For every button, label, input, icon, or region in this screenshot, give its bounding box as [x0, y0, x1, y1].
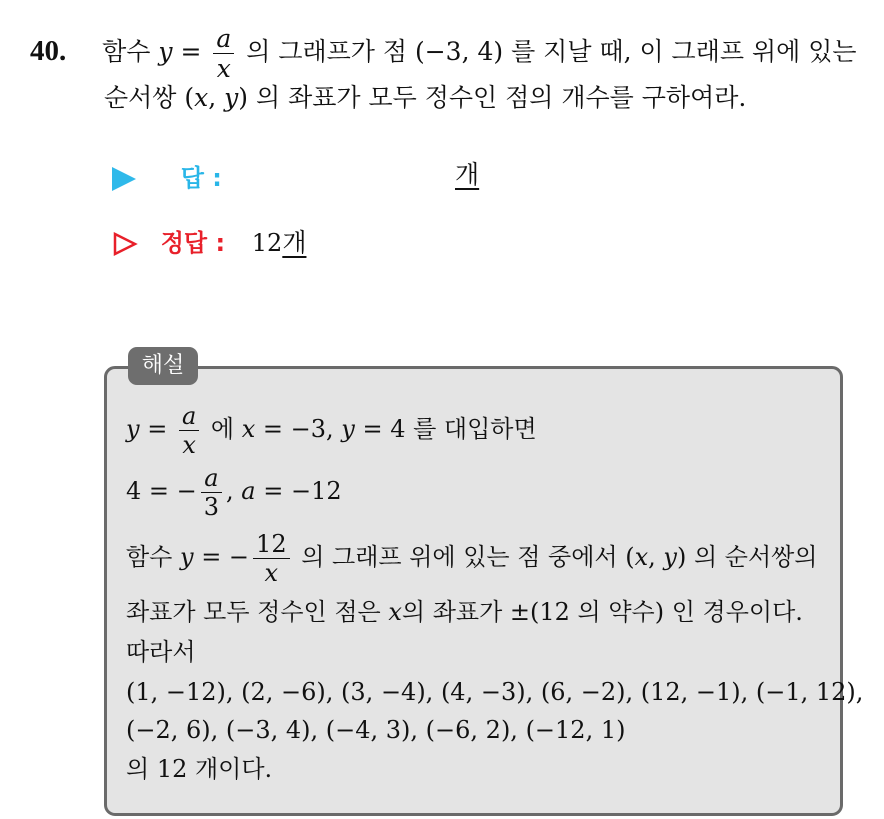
- solution-line-4: 좌표가 모두 정수인 점은 x의 좌표가 ±(12 의 약수) 인 경우이다.: [126, 598, 803, 626]
- correct-answer-label: 정답 :: [160, 229, 226, 257]
- solution-line-2: 4 = − $\frac{a}{3}$ , a = −12: [126, 464, 342, 521]
- answer-unit-box: [455, 155, 479, 191]
- solution-tag: 해설: [128, 347, 198, 385]
- answer-label: 답 :: [180, 164, 222, 192]
- solution-line-7: (−2, 6), (−3, 4), (−4, 3), (−6, 2), (−12, 1): [126, 716, 626, 744]
- question-fraction: $\frac{a}{x}$: [213, 26, 234, 81]
- play-arrow-outline-icon: [112, 231, 138, 257]
- solution-line-3: 함수 y = − $\frac{12}{x}$ 의 그래프 위에 있는 점 중에서 (x, y) 의 순서쌍의: [126, 530, 818, 587]
- correct-answer-unit: 개: [282, 228, 307, 257]
- question-line-1: 40. 함수 y = $\frac{a}{x}$ 의 그래프가 점 (−3, 4) 를 지날 때, 이 그래프 위에 있는: [30, 24, 857, 83]
- correct-answer-row: [112, 223, 306, 259]
- answer-unit: 개: [455, 160, 480, 189]
- solution-line-6: (1, −12), (2, −6), (3, −4), (4, −3), (6, −2), (12, −1), (−1, 12),: [126, 678, 864, 706]
- solution-line-8: 의 12 개이다.: [126, 755, 273, 783]
- question-number: 40.: [30, 35, 67, 67]
- correct-answer-value: 12: [251, 229, 283, 257]
- play-arrow-filled-icon: [112, 167, 136, 191]
- solution-line-5: 따라서: [126, 638, 196, 666]
- solution-line-1: y = $\frac{a}{x}$ 에 x = −3, y = 4 를 대입하면: [126, 402, 537, 459]
- question-line-2: 순서쌍 (x, y) 의 좌표가 모두 정수인 점의 개수를 구하여라.: [104, 83, 747, 112]
- answer-row: [112, 158, 222, 193]
